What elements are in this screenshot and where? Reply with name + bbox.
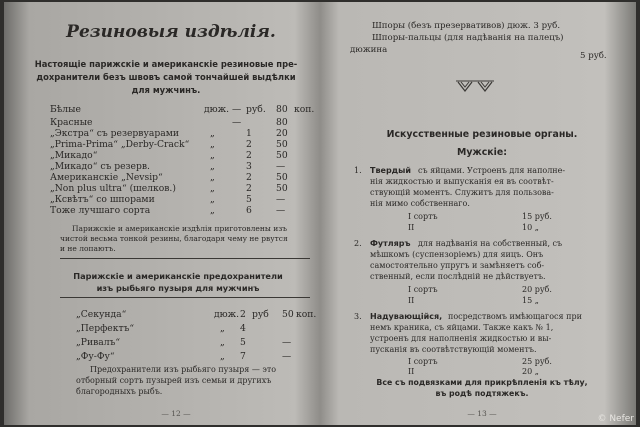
- row-rub: 2: [246, 172, 252, 183]
- row-unit: „: [220, 337, 225, 348]
- row-rub: 4: [240, 323, 246, 334]
- row-kop: 50: [276, 172, 288, 183]
- table-row: [50, 194, 312, 204]
- row-name: „Перфектъ“: [76, 323, 135, 334]
- price-grade: I сортъ: [408, 285, 438, 294]
- price-value: 20 „: [522, 367, 539, 376]
- item-line: устроенъ для наполненія жидкостью и вы-: [370, 334, 552, 343]
- section2-title-2: изъ рыбьяго пузыря для мужчинъ: [96, 283, 260, 293]
- watermark: © Nefer: [597, 414, 634, 424]
- footer-line-2: въ родѣ подтяжекъ.: [435, 389, 529, 398]
- row-name: „Ксвѣтъ“ со шпорами: [50, 194, 155, 205]
- row-rub: 6: [246, 205, 252, 216]
- book-spread: [4, 2, 636, 425]
- row-unit: „: [210, 139, 215, 150]
- row-unit: „: [210, 172, 215, 183]
- ornament-icon: [456, 80, 506, 94]
- table-row: [50, 150, 312, 160]
- table-row: [50, 172, 312, 182]
- row-name: „Фу-Фу“: [76, 351, 115, 362]
- row-kop: 50: [282, 309, 294, 320]
- item-lead: Футляръ: [370, 239, 411, 248]
- item-line: для надѣванія на собственный, съ: [418, 239, 563, 248]
- table-row: [50, 128, 312, 138]
- item-line: пусканія въ соотвѣтствующій моментъ.: [370, 345, 537, 354]
- dozen-label: дюжина: [350, 45, 388, 55]
- row-unit: дюж.: [214, 309, 240, 320]
- row-rub: 3: [246, 161, 252, 172]
- note1-line-1: Парижскіе и американскіе издѣлія приготовлены изъ: [72, 224, 288, 233]
- item-line: самостоятельно упругъ и замѣняетъ соб-: [370, 261, 545, 270]
- row-unit: „: [210, 161, 215, 172]
- row-name: „Ривалъ“: [76, 337, 121, 348]
- note2-line-3: благородныхъ рыбъ.: [76, 387, 163, 396]
- spurs-line: Шпоры (безъ презервативов) дюж. 3 руб.: [372, 21, 561, 31]
- row-rub: 5: [240, 337, 246, 348]
- row-rub: 1: [246, 128, 252, 139]
- item-lead: Надувающійся,: [370, 312, 443, 321]
- price-grade: II: [408, 296, 415, 305]
- price-value: 15 руб.: [522, 212, 552, 221]
- table-row: [50, 205, 312, 215]
- price-grade: II: [408, 223, 415, 232]
- price-value: 25 руб.: [522, 357, 552, 366]
- note1-line-2: чистой весьма тонкой резины, благодаря чему не рвутся: [60, 234, 288, 243]
- note1-line-3: и не лопаютъ.: [60, 244, 116, 253]
- row-name: „Экстра“ съ резервуарами: [50, 128, 179, 139]
- left-page: [16, 2, 316, 425]
- table1-kop: коп.: [294, 104, 315, 115]
- item-number: 3.: [354, 312, 362, 321]
- section-title: Искусственные резиновые органы.: [386, 129, 578, 140]
- item-lead: Твердый: [370, 166, 411, 175]
- item-line: немъ краника, съ яйцами. Также какъ № 1,: [370, 323, 554, 332]
- table1-header: [50, 104, 315, 115]
- row-kop: —: [282, 351, 292, 362]
- row-rub: —: [232, 117, 242, 128]
- row-name: Красные: [50, 117, 93, 128]
- table1-unit: дюж.: [204, 104, 230, 115]
- row-kop: —: [282, 337, 292, 348]
- row-name: „Микадо“ съ резерв.: [50, 161, 150, 172]
- row-kop: —: [276, 205, 286, 216]
- item-line: ствующій моментъ. Служитъ для пользова-: [370, 188, 554, 197]
- table-row: [76, 337, 312, 347]
- item-number: 1.: [354, 166, 362, 175]
- table1-price-b: 80: [276, 104, 288, 115]
- finger-spurs-line: Шпоры-пальцы (для надѣванія на палецъ): [372, 33, 564, 43]
- row-unit: „: [210, 128, 215, 139]
- row-unit: „: [210, 183, 215, 194]
- row-rub: 2: [240, 309, 246, 320]
- table1-name: Бѣлые: [50, 104, 81, 115]
- row-kop: 20: [276, 128, 288, 139]
- row-rub: 2: [246, 150, 252, 161]
- item-line: съ яйцами. Устроенъ для наполне-: [418, 166, 566, 175]
- intro-line-2: дохранители безъ швовъ самой тончайшей выдѣлки: [36, 72, 296, 82]
- price-value: 10 „: [522, 223, 539, 232]
- row-unit: „: [220, 323, 225, 334]
- footer-line-1: Все съ подвязками для прикрѣпленія къ тѣлу,: [376, 378, 588, 387]
- table-row: [76, 309, 317, 320]
- row-rub: 5: [246, 194, 252, 205]
- row-name: „Микадо“: [50, 150, 98, 161]
- divider: [60, 297, 310, 298]
- row-name: „Prima-Prima“ „Derby-Crack“: [50, 139, 190, 150]
- note2-line-2: отборный сортъ пузырей изъ семьи и другихъ: [76, 376, 272, 385]
- table-row: [50, 183, 312, 193]
- price-grade: I сортъ: [408, 357, 438, 366]
- page-number: — 13 —: [467, 409, 497, 418]
- row-name: „Секунда“: [76, 309, 127, 320]
- item-number: 2.: [354, 239, 362, 248]
- row-unit: „: [210, 205, 215, 216]
- row-unit: „: [210, 150, 215, 161]
- item-line: посредствомъ имѣющагося при: [448, 312, 582, 321]
- row-rub: 7: [240, 351, 246, 362]
- row-unit: „: [210, 194, 215, 205]
- dozen-price: 5 руб.: [580, 51, 607, 61]
- divider: [60, 258, 310, 259]
- section-subtitle: Мужскіе:: [456, 147, 507, 158]
- table-row: [50, 139, 312, 149]
- row-rub: 2: [246, 183, 252, 194]
- price-value: 20 руб.: [522, 285, 552, 294]
- page-title: Резиновыя издѣлія.: [66, 22, 276, 42]
- table-row: [50, 161, 312, 171]
- note2-line-1: Предохранители изъ рыбьяго пузыря — это: [90, 365, 277, 374]
- intro-line-3: для мужчинъ.: [131, 85, 201, 95]
- intro-line-1: Настоящіе парижскіе и американскіе резиновые пре-: [34, 59, 298, 69]
- item-line: нія мимо собственнаго.: [370, 199, 470, 208]
- row-kop: 80: [276, 117, 288, 128]
- table1-currency: руб.: [246, 104, 266, 115]
- row-name: Тоже лучшаго сорта: [50, 205, 151, 216]
- row-name: Американскіе „Nevsip“: [50, 172, 163, 183]
- price-grade: II: [408, 367, 415, 376]
- section2-title-1: Парижскіе и американскіе предохранители: [73, 271, 283, 281]
- row-kop: 50: [276, 150, 288, 161]
- page-number: — 12 —: [161, 409, 191, 418]
- row-kop: —: [276, 194, 286, 205]
- row-kop: 50: [276, 139, 288, 150]
- row-kop-label: коп.: [296, 309, 317, 320]
- row-rub: 2: [246, 139, 252, 150]
- table1-price-a: —: [232, 104, 242, 115]
- row-name: „Non plus ultra“ (шелков.): [50, 183, 176, 194]
- price-grade: I сортъ: [408, 212, 438, 221]
- row-kop: —: [276, 161, 286, 172]
- table-row: [50, 117, 312, 127]
- row-unit: „: [220, 351, 225, 362]
- item-line: ственный, если послѣдній не дѣйствуетъ.: [370, 272, 546, 281]
- item-line: нія жидкостью и выпусканія ея въ соотвѣт-: [370, 177, 554, 186]
- table-row: [76, 323, 312, 333]
- row-kop: 50: [276, 183, 288, 194]
- price-value: 15 „: [522, 296, 539, 305]
- right-page: [336, 2, 628, 425]
- table-row: [76, 351, 312, 361]
- item-line: мѣшкомъ (суспензоріемъ) для яицъ. Онъ: [370, 250, 544, 259]
- row-currency: руб: [252, 309, 269, 320]
